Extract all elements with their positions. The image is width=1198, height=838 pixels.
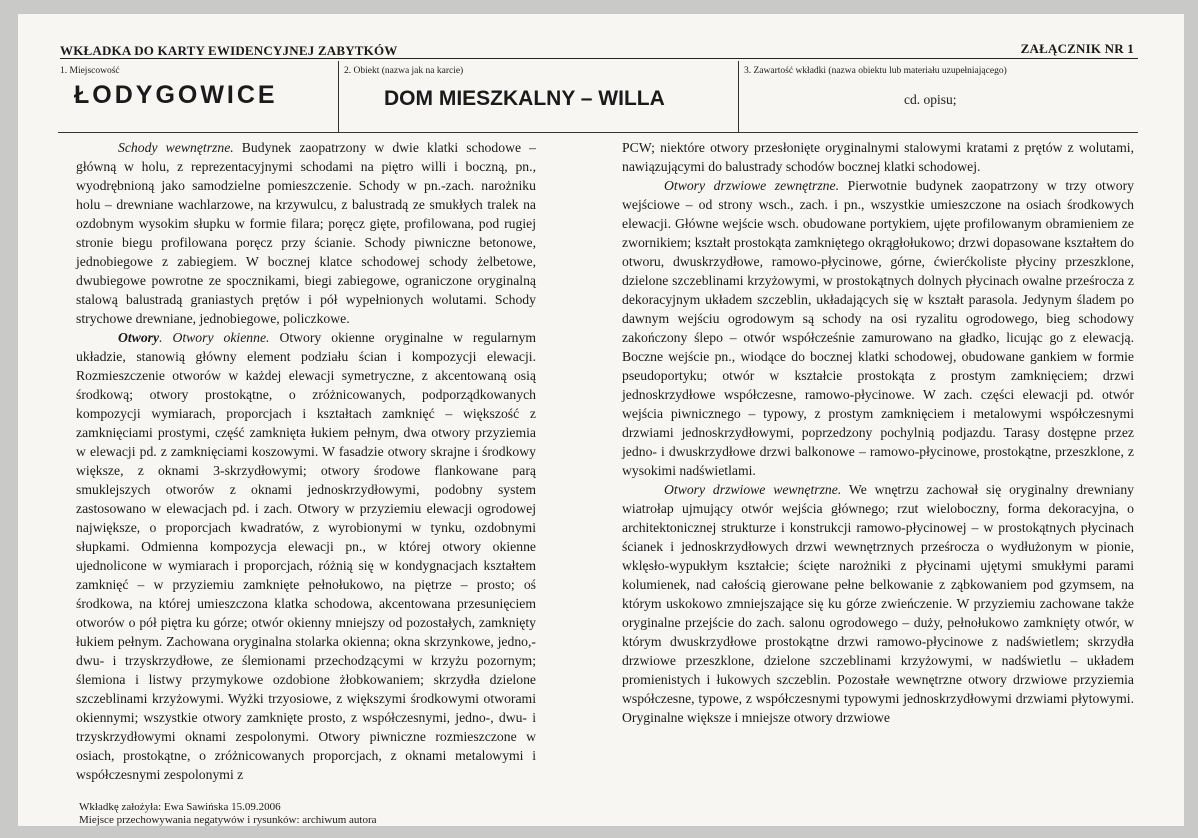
object-value: DOM MIESZKALNY – WILLA [384,87,665,110]
external-doors-heading: Otwory drzwiowe zewnętrzne. [664,178,840,193]
place-field [58,61,338,132]
archive-line: Miejsce przechowywania negatywów i rysunków: archiwum autora [79,814,377,826]
object-field [338,61,739,132]
content-label: 3. Zawartość wkładki (nazwa obiektu lub materiału uzupełniającego) [744,66,1007,76]
content-field [738,61,1139,132]
object-label: 2. Obiekt (nazwa jak na karcie) [344,66,464,76]
fields-rule [58,132,1138,133]
place-label: 1. Miejscowość [60,66,120,76]
internal-doors-paragraph [622,480,1134,727]
stairs-paragraph [76,138,536,328]
document-page [18,14,1184,826]
openings-heading: Otwory [118,330,160,345]
form-title: WKŁADKA DO KARTY EWIDENCYJNEJ ZABYTKÓW [60,43,398,58]
internal-doors-heading: Otwory drzwiowe wewnętrzne. [664,482,842,497]
windows-heading: . Otwory okienne. [159,330,270,345]
stairs-text: Budynek zaopatrzony w dwie klatki schodowe – główną w holu, z reprezentacyjnymi schodami na piętro willi i boczną, pn., wyodrębnioną jako samodzielne pomieszczenie. Schody w pn.-zach. narożniku holu – drewniane wachlarzowe, na krzywulcu, z balustradą ze smukłych tralek na ozdobnym wysokim słupku w formie filara; poręcz gięte, profilowana, pod rugiej stronie biegu profilowana poręcz przy ścianie. Schody piwniczne betonowe, jednobiegowe z zabiegiem. W bocznej klatce schodowej schody żelbetowe, dwubiegowe powrotne ze spocznikami, biegi zabiegowe, ograniczone oryginalną stalową balustradą graniastych prętów i pół wypełnionych wolutami. Schody strychowe drewniane, jednobiegowe, policzkowe. [76,140,536,326]
right-column [622,138,1134,727]
author-line: Wkładkę założyła: Ewa Sawińska 15.09.2006 [79,801,281,813]
continued-paragraph: PCW; niektóre otwory przesłonięte oryginalnymi stalowymi kratami z prętów z wolutami, nawiązującymi do balustrady schodów bocznej klatki schodowej. [622,140,1134,174]
header-rule [60,58,1138,59]
windows-paragraph [76,328,536,784]
attachment-number: ZAŁĄCZNIK NR 1 [1020,41,1134,56]
windows-text: Otwory okienne oryginalne w regularnym układzie, stanowią główny element podziału ścian i kompozycji elewacji. Rozmieszczenie otworów w każdej elewacji symetryczne, z akcentowaną osią środkową; otwory prostokątne, o zróżnicowanych, podporządkowanych kompozycji wymiarach, proporcjach i kształtach zamknięć – większość z zamknięciami prostymi, część zamknięta łukiem pełnym, dwa otwory przyziemia w elewacji pd. z zamknięciami koszowymi. W fasadzie otwory skrajne i środkowy większe, z oknami 3-skrzydłowymi; otwory środowe flankowane parą smuklejszych otworów z oknami jednoskrzydłowymi, podobny system zastosowano w elewacjach pd. i zach. Otwory w przyziemiu elewacji ogrodowej największe, o proporcjach kwadratów, z wyrobionymi w tynku, ozdobnymi słupkami. Odmienna kompozycja elewacji pn., w której otwory okienne ujednolicone w wymiarach i proporcjach, różnią się w kondygnacjach kształtem zamknięć – w przyziemiu zamknięte pełnołukowo, na piętrze – prosto; oś środkowa, na której umieszczona klatka schodowa, akcentowana przesunięciem otworów o pół piętra ku górze; otwór okienny mniejszy od pozostałych, zamknięty łukiem pełnym. Zachowana oryginalna stolarka okienna; okna skrzynkowe, jedno,- dwu- i trzyskrzydłowe, ze ślemionami przechodzącymi w krzyżu pozornym; ślemiona i listwy przymykowe ozdobione żłobkowaniem; skrzydła dzielone szczeblinami krzyżowymi. Wyżki trzyosiowe, z większymi środkowymi otworami okiennymi; wszystkie otwory zamknięte prosto, z współczesnymi, jedno-, dwu- i trzyskrzydłowymi oknami zespolonymi. Otwory piwniczne rozmieszczone w osiach, prostokątne, o zróżnicowanych proporcjach, z oknami metalowymi i współczesnymi zespolonymi z [76,330,537,782]
external-doors-text: Pierwotnie budynek zaopatrzony w trzy otwory wejściowe – od strony wsch., zach. i pn., wszystkie umieszczone na osiach środkowych elewacji. Główne wejście wsch. obudowane portykiem, ujęte profilowanym obramieniem ze zwornikiem; kształt prostokąta zamkniętego okrągłołukowo; drzwi dopasowane kształtem do otworu, dwuskrzydłowe, ramowo-płycinowe, górne, ćwierćkoliste płyciny przeszklone, dzielone szczeblinami krzyżowymi, w prostokątnych dolnych płycinach owalne prześrocza z dekoracyjnym układem szczeblin, układających się w kształt parasola. Jedynym śladem po dawnym wejściu ogrodowym są schody na osi ryzalitu ogrodowego, bieg schodowy zakończony ślepo – otwór współcześnie zamurowano na gładko, licując go z elewacją. Boczne wejście pn., wiodące do bocznej klatki schodowej, obudowane gankiem w formie pseudoportyku; otwór w kształcie prostokąta z prostym zamknięciem; drzwi jednoskrzydłowe współczesne, ramowo-płycinowe. W zach. części elewacji pd. otwór wejścia piwnicznego – typowy, z prostym zamknięciem i metalowymi współczesnymi drzwiami jednoskrzydłowymi, poprzedzony pochylnią podjazdu. Tarasy dostępne przez jedno- i dwuskrzydłowe drzwi balkonowe – ramowo-płycinowe, prostokątne, przeszklone, z wysokimi nadświetlami. [622,178,1134,478]
external-doors-paragraph [622,176,1134,480]
left-column [76,138,536,784]
internal-doors-text: We wnętrzu zachował się oryginalny drewniany wiatrołap ujmujący otwór wejścia głównego; rzut wieloboczny, forma dekoracyjna, o architektonicznej strukturze i konstrukcji ramowo-płycinowej – w prostokątnych płycinach ścianek i jednoskrzydłowych drzwi wewnętrznych prześrocza o wydłużonym w pionie, wklęsło-wypukłym kształcie; ścięte narożniki z płycinami ujętymi smukłymi parami kolumienek, nad całością gierowane pełne belkowanie z ząbkowaniem pod gzymsem, na którym uskokowo zmniejszające się ku górze zwieńczenie. W przyziemiu zachowane także oryginalne przejście do zach. salonu ogrodowego – duży, pełnołukowo zamknięty otwór, w którym dwuskrzydłowe prostokątne drzwi ramowo-płycinowe z nadświetlem; skrzydła drzwiowe przeszklone, dzielone szczeblinami krzyżowymi, w nadświetlu – układem promienistych i łukowych szczeblin. Pozostałe wewnętrzne otwory drzwiowe przyziemia współczesne, typowe, z współczesnymi typowymi jednoskrzydłowymi drzwiami płytowymi. Oryginalne większe i mniejsze otwory drzwiowe [622,482,1135,725]
place-value: ŁODYGOWICE [74,81,278,109]
stairs-heading: Schody wewnętrzne. [118,140,234,155]
content-value: cd. opisu; [904,92,957,107]
